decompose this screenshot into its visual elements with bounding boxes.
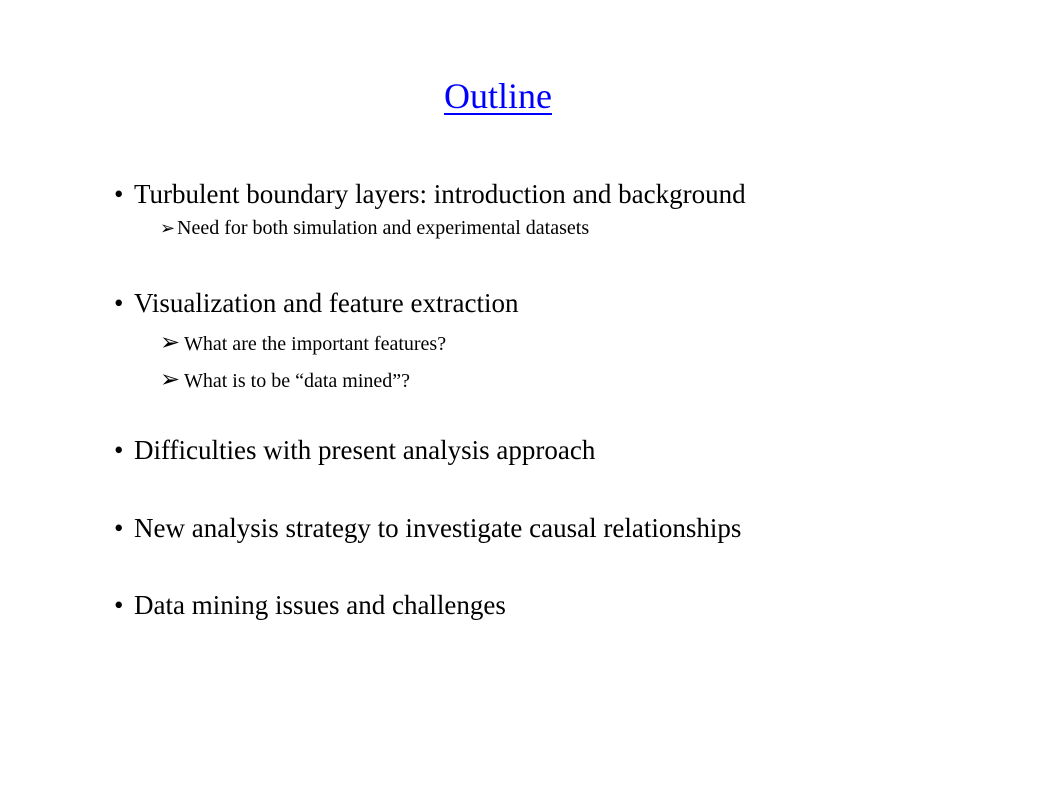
- bullet-text: Difficulties with present analysis approach: [134, 435, 596, 465]
- bullet-item: [114, 434, 595, 466]
- arrow-bullet-icon: ➢: [160, 367, 181, 393]
- sub-bullet-item: [160, 367, 410, 394]
- bullet-item: [114, 287, 518, 319]
- sub-bullet-item: [160, 216, 589, 240]
- bullet-item: [114, 178, 746, 210]
- slide-title[interactable]: Outline: [444, 76, 552, 116]
- sub-bullet-text: Need for both simulation and experimental datasets: [177, 217, 590, 239]
- bullet-item: [114, 512, 741, 544]
- bullet-dot-icon: •: [114, 288, 124, 318]
- bullet-dot-icon: •: [114, 513, 124, 543]
- sub-bullet-text: What are the important features?: [184, 333, 447, 355]
- sub-bullet-text: What is to be “data mined”?: [184, 370, 411, 392]
- bullet-text: Visualization and feature extraction: [134, 288, 519, 318]
- arrow-bullet-icon: ➢: [160, 218, 176, 238]
- bullet-text: Data mining issues and challenges: [134, 590, 506, 620]
- sub-bullet-item: [160, 330, 446, 357]
- bullet-text: New analysis strategy to investigate causal relationships: [134, 513, 742, 543]
- bullet-dot-icon: •: [114, 590, 124, 620]
- arrow-bullet-icon: ➢: [160, 330, 181, 356]
- bullet-dot-icon: •: [114, 435, 124, 465]
- bullet-dot-icon: •: [114, 179, 124, 209]
- bullet-item: [114, 589, 506, 621]
- bullet-text: Turbulent boundary layers: introduction and background: [134, 179, 746, 209]
